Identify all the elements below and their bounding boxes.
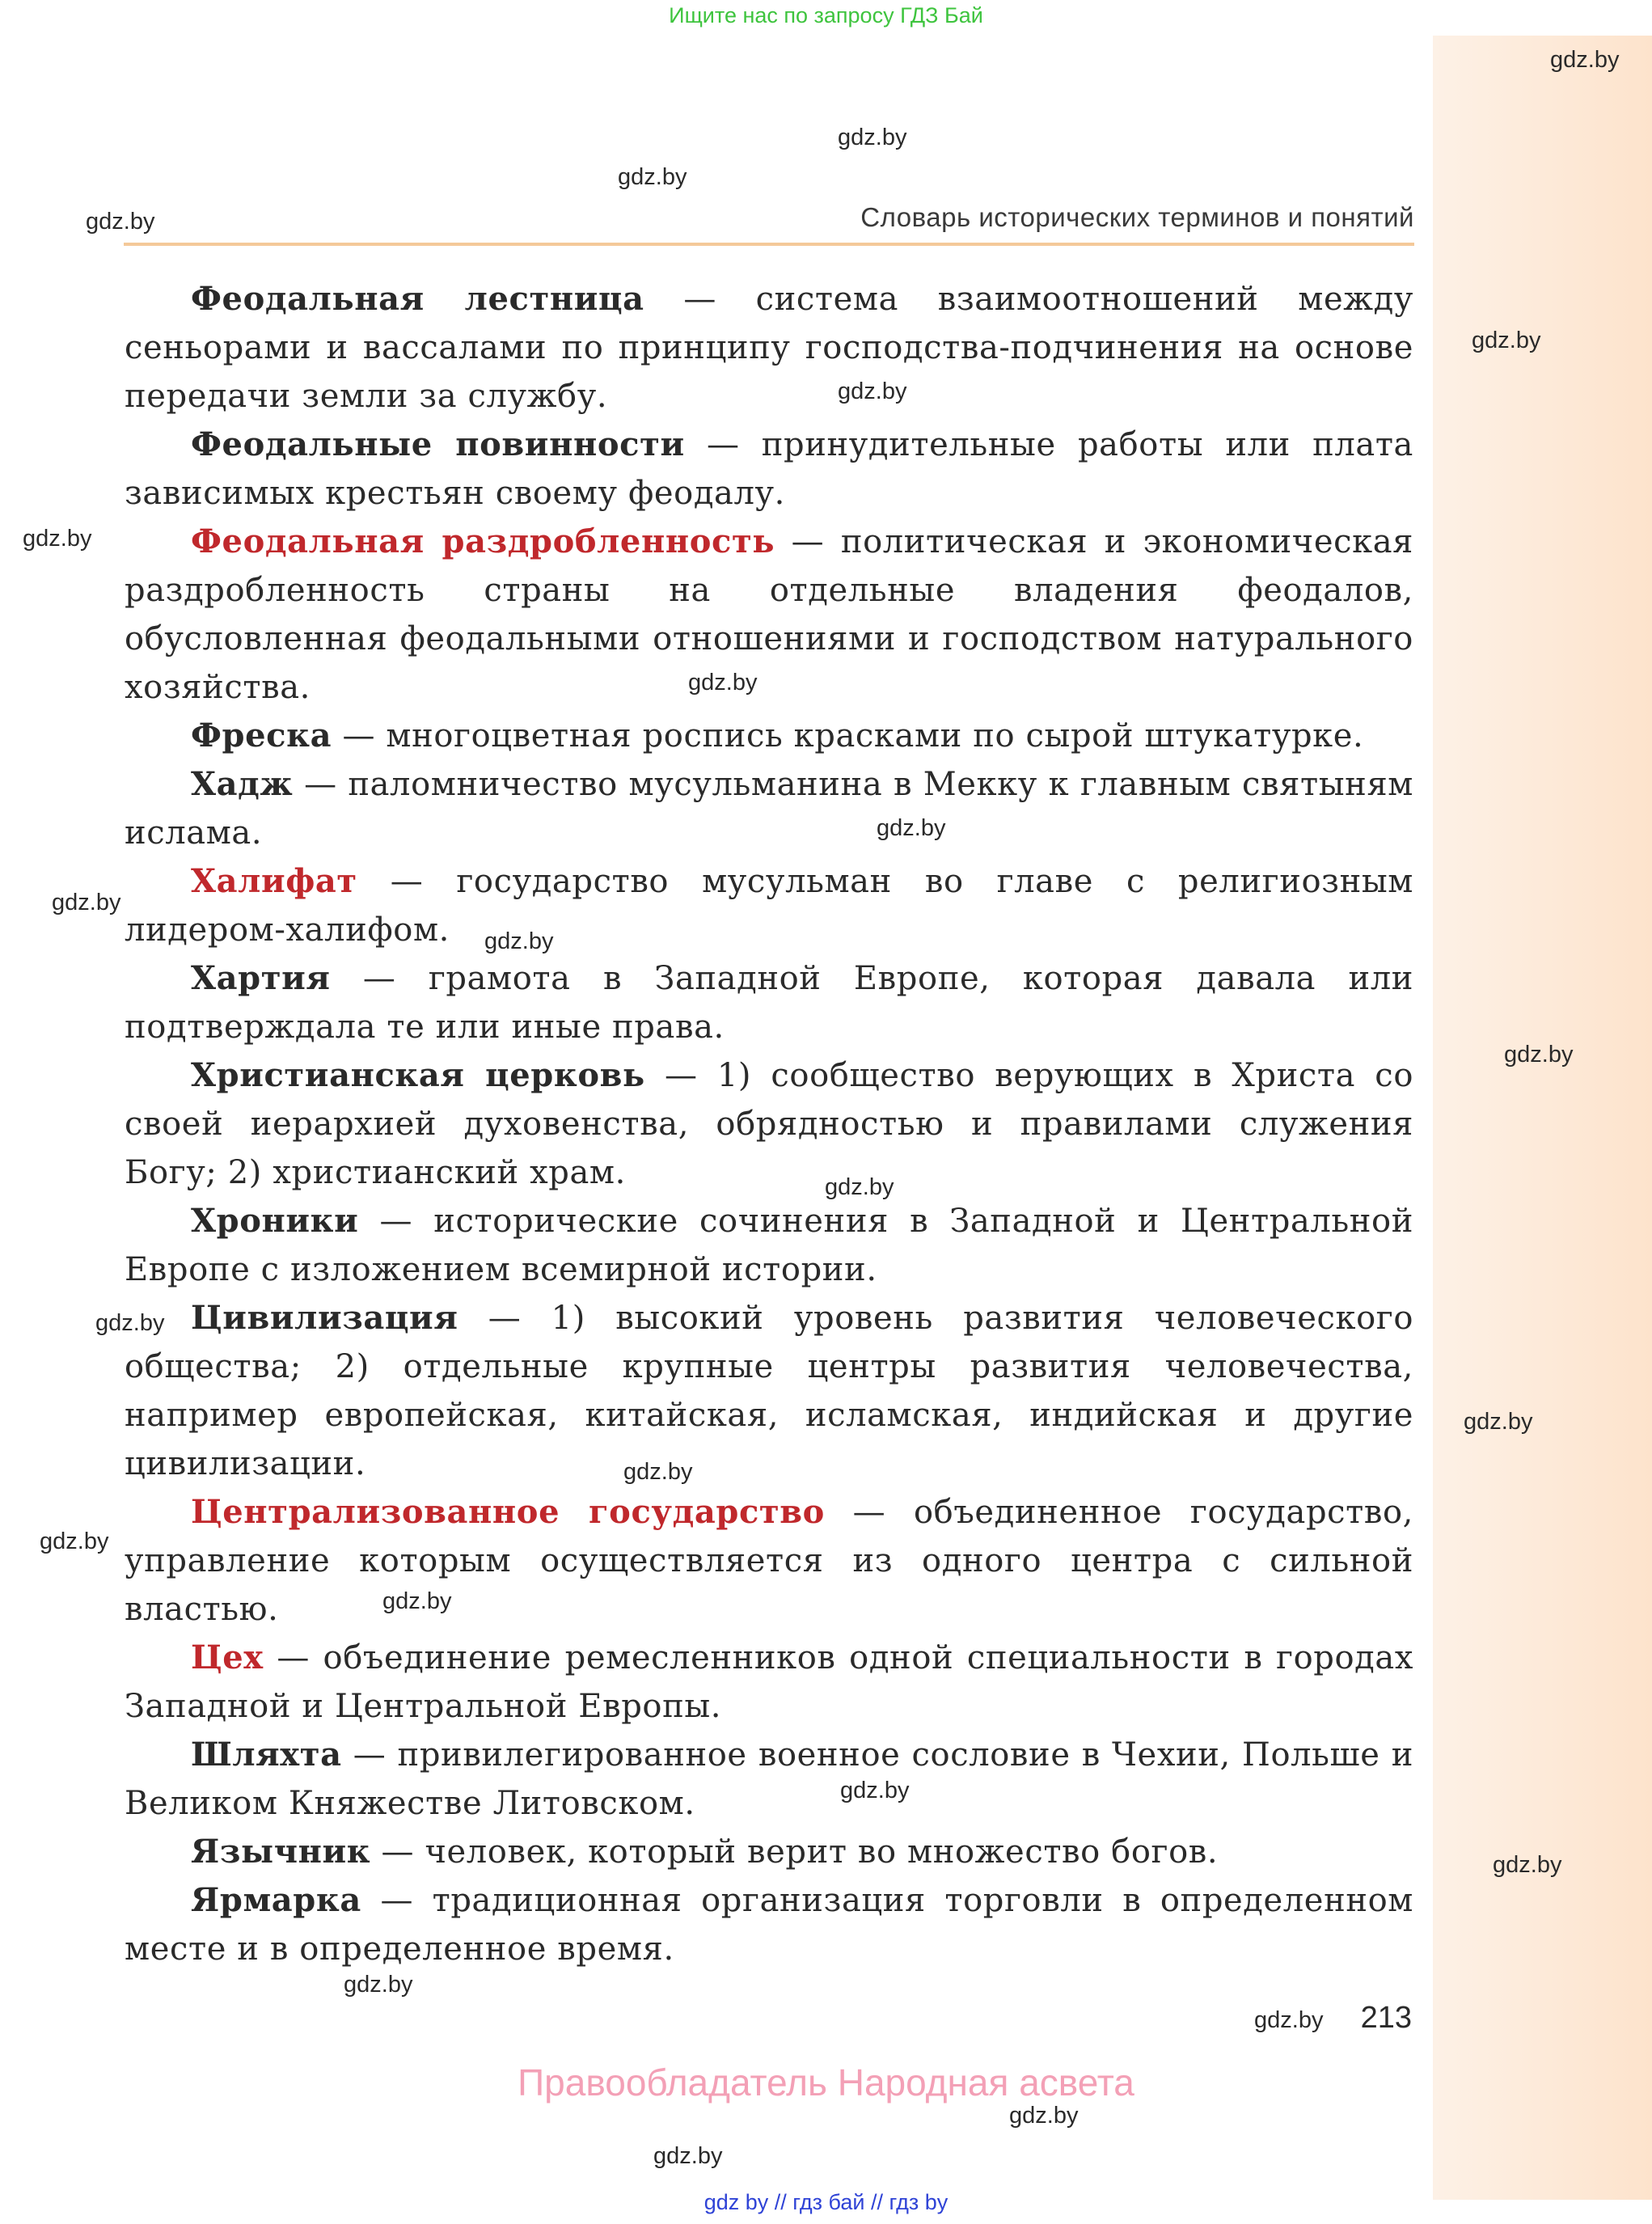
footer-links[interactable]: gdz by // гдз бай // гдз by (703, 2190, 949, 2214)
watermark: gdz.by (484, 928, 554, 954)
glossary-definition: — многоцветная роспись красками по сырой штукатурке. (332, 717, 1364, 755)
watermark: gdz.by (840, 1778, 910, 1803)
watermark: gdz.by (1009, 2103, 1079, 2129)
glossary-entry (125, 518, 1413, 712)
glossary-definition: — объединение ремесленников одной специальности в городах Западной и Центральной Европы. (125, 1639, 1413, 1725)
watermark: gdz.by (95, 1310, 165, 1336)
glossary-term: Хартия (191, 959, 331, 997)
watermark: gdz.by (52, 890, 121, 915)
glossary-definition: — система взаимоотношений между сеньорами и вассалами по принципу господства-подчинения на основе передачи земли за службу. (125, 281, 1413, 415)
glossary-term: Шляхта (191, 1736, 342, 1774)
search-banner[interactable]: Ищите нас по запросу ГДЗ Бай (669, 3, 983, 27)
glossary-entry (125, 1731, 1413, 1828)
watermark: gdz.by (1472, 328, 1541, 353)
watermark: gdz.by (688, 670, 758, 696)
glossary-entry (125, 1828, 1413, 1876)
watermark: gdz.by (825, 1174, 894, 1200)
glossary-term: Централизованное государство (191, 1493, 825, 1531)
glossary-term: Халифат (191, 862, 357, 900)
glossary-entry (125, 1634, 1413, 1731)
glossary-term: Язычник (191, 1833, 371, 1871)
watermark: gdz.by (382, 1588, 452, 1614)
glossary-body (125, 275, 1413, 1973)
page-header (124, 202, 1414, 246)
glossary-term: Феодальные повинности (191, 425, 685, 463)
watermark: gdz.by (838, 378, 907, 404)
watermark: gdz.by (1254, 2007, 1324, 2033)
glossary-entry (125, 1197, 1413, 1294)
watermark: gdz.by (623, 1459, 693, 1485)
glossary-entry (125, 1876, 1413, 1973)
glossary-entry (125, 1488, 1413, 1634)
glossary-term: Фреска (191, 717, 332, 755)
glossary-term: Феодальная раздробленность (191, 522, 775, 560)
glossary-entry (125, 857, 1413, 954)
glossary-definition: — политическая и экономическая раздробленность страны на отдельные владения феодалов, обусловленная феодальными отношениями и господством натурального хозяйства. (125, 523, 1413, 706)
glossary-entry (125, 760, 1413, 857)
glossary-definition: — 1) сообщество верующих в Христа со своей иерархией духовенства, обрядностью и правилами служения Богу; 2) христианский храм. (125, 1057, 1413, 1191)
watermark: gdz.by (1504, 1042, 1574, 1068)
glossary-definition: — грамота в Западной Европе, которая давала или подтверждала те или иные права. (125, 960, 1413, 1046)
watermark: gdz.by (1493, 1852, 1562, 1878)
glossary-entry (125, 712, 1413, 760)
page-number: 213 (1360, 2001, 1412, 2035)
glossary-term: Христианская церковь (191, 1056, 645, 1094)
glossary-term: Ярмарка (191, 1881, 361, 1919)
watermark: gdz.by (618, 164, 687, 190)
glossary-definition: — принудительные работы или плата зависимых крестьян своему феодалу. (125, 426, 1413, 512)
watermark: gdz.by (40, 1528, 109, 1554)
glossary-definition: — человек, который верит во множество богов. (370, 1833, 1219, 1871)
watermark: gdz.by (23, 526, 92, 552)
glossary-entry (125, 954, 1413, 1051)
glossary-definition: — государство мусульман во главе с религиозным лидером-халифом. (125, 863, 1413, 949)
watermark: gdz.by (86, 209, 155, 235)
watermark: gdz.by (838, 125, 907, 150)
glossary-term: Хадж (191, 765, 294, 803)
glossary-definition: — традиционная организация торговли в определенном месте и в определенное время. (125, 1882, 1413, 1968)
glossary-definition: — привилегированное военное сословие в Чехии, Польше и Великом Княжестве Литовском. (125, 1736, 1413, 1822)
glossary-definition: — объединенное государство, управление которым осуществляется из одного центра с сильной властью. (125, 1494, 1413, 1628)
glossary-definition: — исторические сочинения в Западной и Центральной Европе с изложением всемирной истории. (125, 1203, 1413, 1288)
glossary-entry (125, 1051, 1413, 1197)
section-title: Словарь исторических терминов и понятий (860, 202, 1414, 232)
glossary-definition: — паломничество мусульманина в Мекку к главным святыням ислама. (125, 766, 1413, 852)
glossary-definition: — 1) высокий уровень развития человеческого общества; 2) отдельные крупные центры развития человечества, например европейская, китайская, исламская, индийская и другие цивилизации. (125, 1300, 1413, 1482)
glossary-entry (125, 275, 1413, 421)
glossary-term: Цивилизация (191, 1299, 458, 1337)
glossary-entry (125, 1294, 1413, 1488)
watermark: gdz.by (1464, 1409, 1533, 1435)
copyright-notice: Правообладатель Народная асвета (518, 2061, 1134, 2103)
glossary-term: Цех (191, 1638, 264, 1676)
glossary-term: Феодальная лестница (191, 280, 644, 318)
glossary-entry (125, 421, 1413, 518)
watermark: gdz.by (877, 815, 946, 841)
glossary-term: Хроники (191, 1202, 359, 1240)
watermark: gdz.by (344, 1972, 413, 1998)
watermark: gdz.by (653, 2143, 723, 2169)
watermark: gdz.by (1550, 47, 1620, 73)
